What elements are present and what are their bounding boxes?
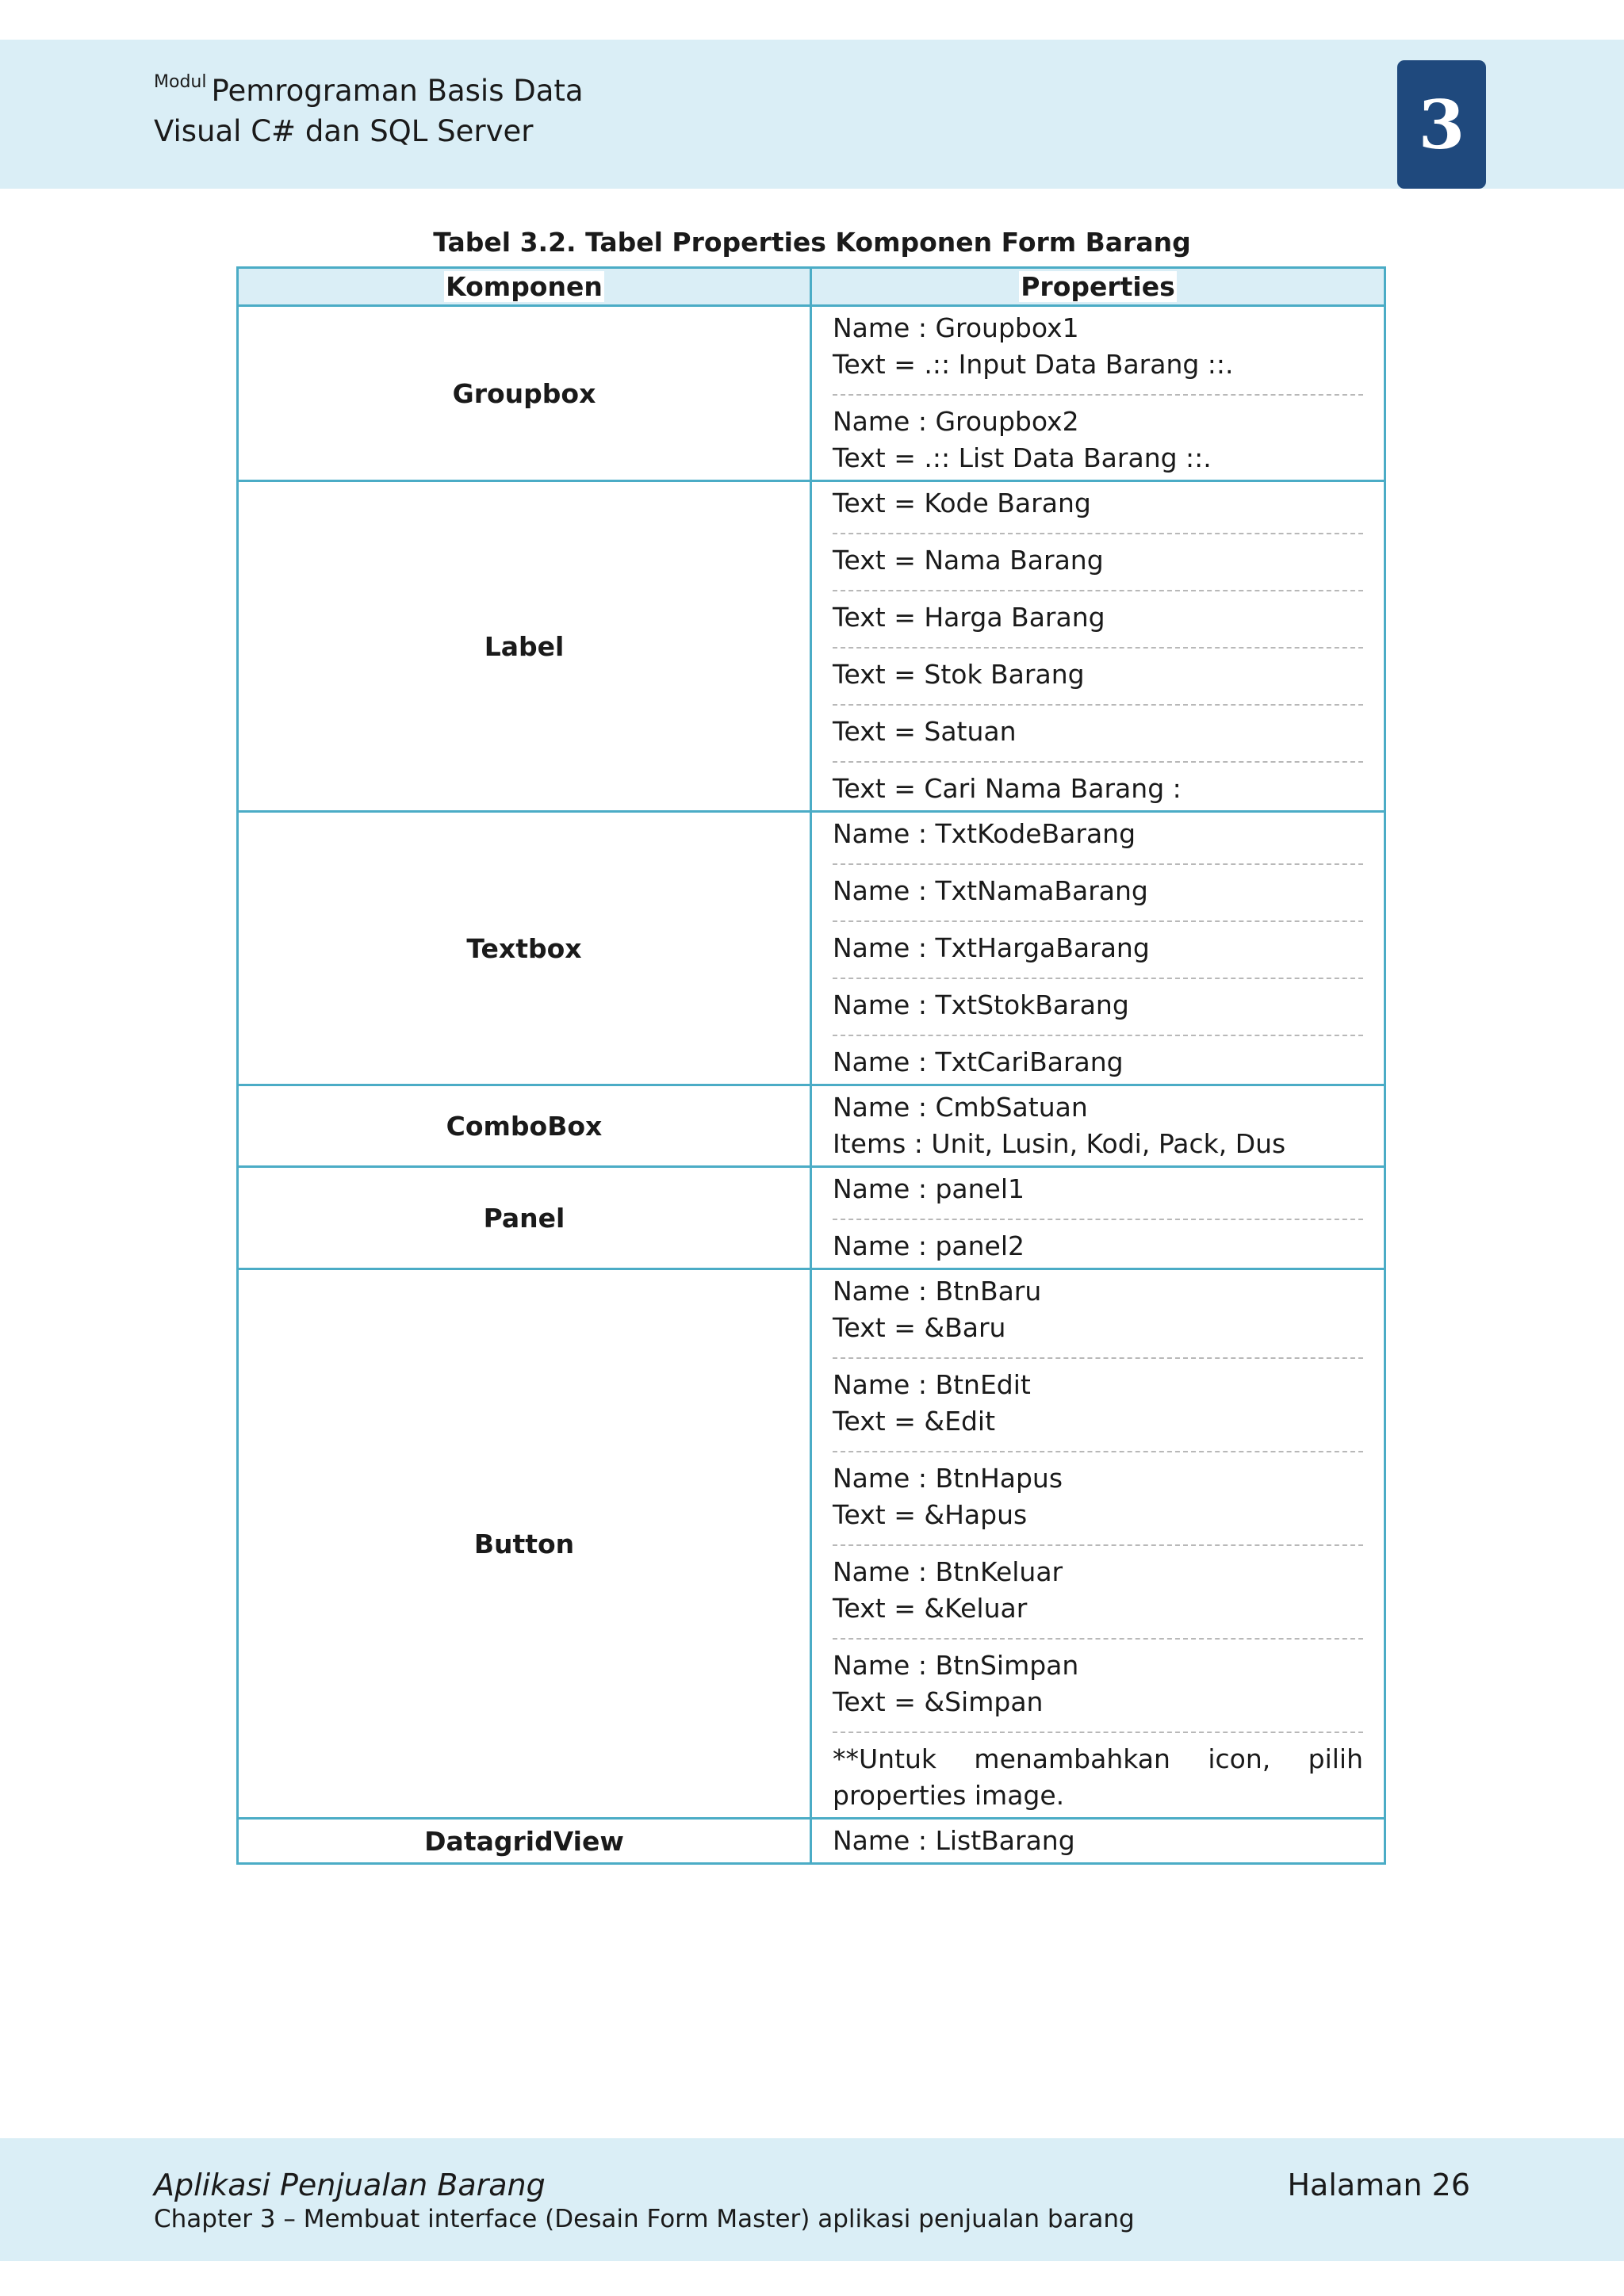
properties-cell <box>811 812 1385 1085</box>
table-row <box>238 1819 1385 1864</box>
property-entry <box>833 1741 1363 1817</box>
property-entry <box>833 1089 1363 1165</box>
table-row <box>238 306 1385 481</box>
property-line: Text = &Edit <box>833 1406 996 1437</box>
property-entry <box>833 1554 1363 1640</box>
properties-cell <box>811 1167 1385 1269</box>
header-title-line2: Visual C# dan SQL Server <box>154 114 534 148</box>
column-header-properties <box>811 268 1385 306</box>
properties-cell <box>811 1269 1385 1819</box>
property-line: Text = Harga Barang <box>833 602 1105 633</box>
property-line: Text = Satuan <box>833 716 1017 747</box>
property-entry <box>833 1228 1363 1268</box>
property-line: Text = &Baru <box>833 1312 1006 1343</box>
component-cell: ComboBox <box>238 1085 811 1167</box>
property-entry <box>833 542 1363 591</box>
property-line: Text = Nama Barang <box>833 545 1104 576</box>
properties-cell <box>811 306 1385 481</box>
properties-cell <box>811 481 1385 812</box>
property-line: Name : BtnHapus <box>833 1463 1063 1494</box>
property-line: Text = Cari Nama Barang : <box>833 773 1182 804</box>
property-line: Name : ListBarang <box>833 1825 1075 1856</box>
property-entry <box>833 1823 1363 1862</box>
property-entry <box>833 930 1363 979</box>
header-title <box>154 71 584 148</box>
table-row <box>238 812 1385 1085</box>
table-row <box>238 1269 1385 1819</box>
column-header-label: Properties <box>1021 271 1175 302</box>
property-line: Text = Kode Barang <box>833 488 1091 519</box>
footer-app-title: Aplikasi Penjualan Barang <box>154 2168 546 2202</box>
header-title-line1 <box>154 71 584 108</box>
property-line: Name : panel2 <box>833 1230 1025 1261</box>
property-line: Name : BtnEdit <box>833 1369 1031 1400</box>
property-entry <box>833 873 1363 922</box>
property-line: Name : BtnSimpan <box>833 1650 1079 1681</box>
footer-chapter-caption: Chapter 3 – Membuat interface (Desain Form Master) aplikasi penjualan barang <box>154 2205 1135 2233</box>
property-entry <box>833 1460 1363 1546</box>
property-line: Name : TxtKodeBarang <box>833 818 1136 849</box>
property-line: Name : TxtHargaBarang <box>833 932 1150 963</box>
module-name: Pemrograman Basis Data <box>211 74 584 108</box>
table-header-row <box>238 268 1385 306</box>
property-entry <box>833 1647 1363 1733</box>
chapter-badge: 3 <box>1397 60 1486 189</box>
component-cell: Button <box>238 1269 811 1819</box>
property-entry <box>833 714 1363 763</box>
properties-cell <box>811 1819 1385 1864</box>
property-line: Name : TxtStokBarang <box>833 989 1129 1020</box>
property-line: Text = &Simpan <box>833 1686 1044 1717</box>
property-line: Name : BtnBaru <box>833 1276 1042 1307</box>
property-line: Name : Groupbox1 <box>833 312 1079 343</box>
table-row <box>238 1167 1385 1269</box>
property-line: Name : TxtNamaBarang <box>833 875 1148 906</box>
property-entry <box>833 771 1363 810</box>
property-line: Text = &Keluar <box>833 1593 1028 1624</box>
property-entry <box>833 1171 1363 1220</box>
table-row <box>238 1085 1385 1167</box>
property-line: Text = .:: List Data Barang ::. <box>833 442 1212 473</box>
component-cell: Textbox <box>238 812 811 1085</box>
property-line: Name : panel1 <box>833 1173 1025 1204</box>
property-entry <box>833 1273 1363 1359</box>
property-line: Name : Groupbox2 <box>833 406 1079 437</box>
column-header-komponen <box>238 268 811 306</box>
property-entry <box>833 485 1363 534</box>
table-caption: Tabel 3.2. Tabel Properties Komponen Form Barang <box>433 227 1191 258</box>
property-line: Items : Unit, Lusin, Kodi, Pack, Dus <box>833 1128 1286 1159</box>
component-cell: Panel <box>238 1167 811 1269</box>
property-entry <box>833 310 1363 396</box>
property-entry <box>833 404 1363 480</box>
property-line: Name : CmbSatuan <box>833 1092 1088 1123</box>
property-entry <box>833 656 1363 706</box>
property-line: Name : BtnKeluar <box>833 1556 1063 1587</box>
component-cell: DatagridView <box>238 1819 811 1864</box>
column-header-label: Komponen <box>446 271 603 302</box>
property-line: Name : TxtCariBarang <box>833 1047 1124 1077</box>
properties-cell <box>811 1085 1385 1167</box>
property-line: Text = &Hapus <box>833 1499 1028 1530</box>
property-entry <box>833 816 1363 865</box>
modul-label: Modul <box>154 71 207 92</box>
property-line: Text = Stok Barang <box>833 659 1085 690</box>
property-entry <box>833 1367 1363 1452</box>
footer-page-number: Halaman 26 <box>1287 2168 1470 2202</box>
component-cell: Groupbox <box>238 306 811 481</box>
table-body <box>238 306 1385 1864</box>
property-line: **Untuk menambahkan icon, pilih properties image. <box>833 1743 1363 1811</box>
properties-table <box>236 266 1386 1865</box>
property-line: Text = .:: Input Data Barang ::. <box>833 349 1234 380</box>
table-row <box>238 481 1385 812</box>
component-cell: Label <box>238 481 811 812</box>
property-entry <box>833 1044 1363 1084</box>
property-entry <box>833 987 1363 1036</box>
property-entry <box>833 599 1363 649</box>
